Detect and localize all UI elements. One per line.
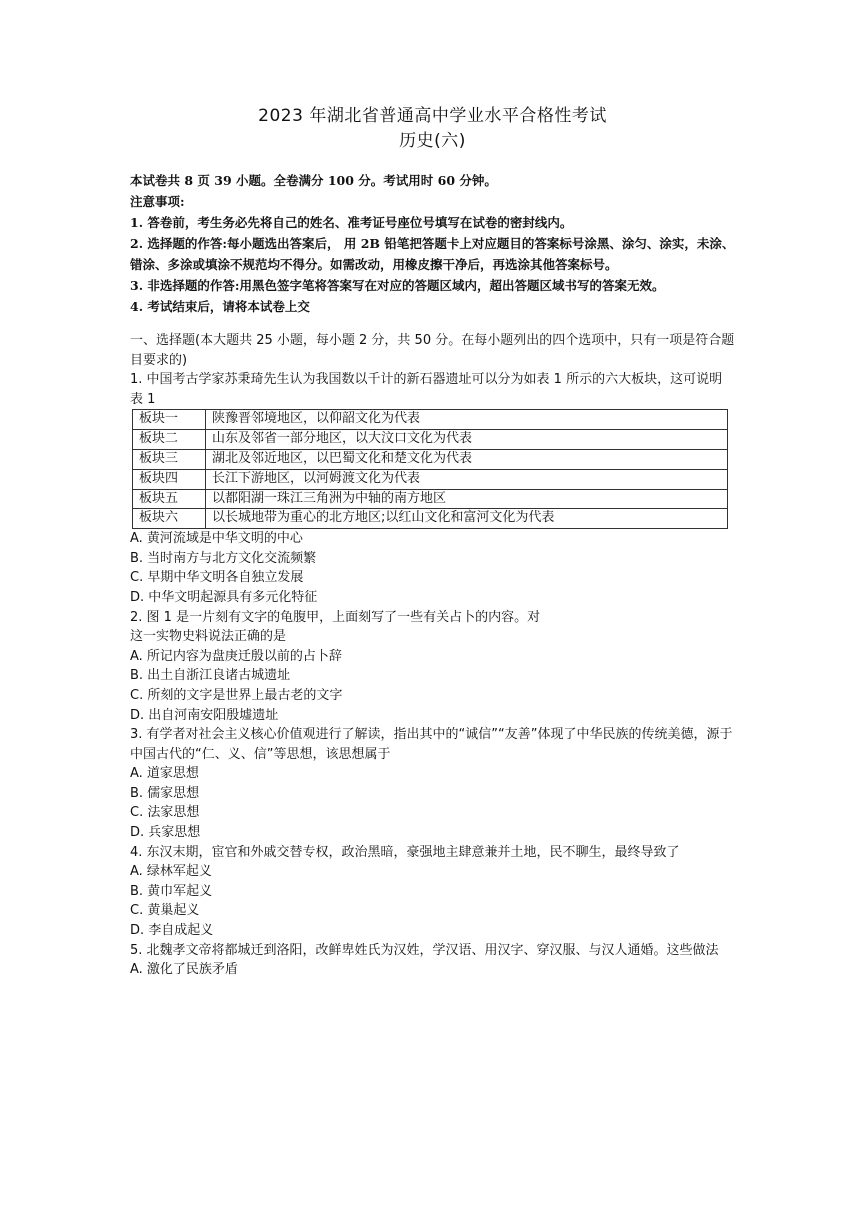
table-cell: 山东及邻省一部分地区，以大汶口文化为代表 bbox=[206, 430, 728, 450]
exam-title: 2023 年湖北省普通高中学业水平合格性考试 bbox=[258, 106, 607, 126]
section-intro: 一、选择题(本大题共 25 小题，每小题 2 分，共 50 分。在每小题列出的四个选项中，只有一项是符合题目要求的) bbox=[130, 333, 735, 368]
question-stem-continued: 这一实物史料说法正确的是 bbox=[130, 629, 287, 645]
table-row bbox=[133, 489, 728, 509]
table-cell: 板块四 bbox=[133, 469, 206, 489]
table-row bbox=[133, 430, 728, 450]
table-cell: 以都阳湖一珠江三角洲为中轴的南方地区 bbox=[206, 489, 728, 509]
table-cell: 板块一 bbox=[133, 410, 206, 430]
answer-option: D. 中华文明起源具有多元化特征 bbox=[130, 589, 318, 605]
table-cell: 板块五 bbox=[133, 489, 206, 509]
answer-option: D. 李自成起义 bbox=[130, 923, 214, 939]
answer-option: C. 黄巢起义 bbox=[130, 903, 200, 919]
answer-option: B. 当时南方与北方文化交流频繁 bbox=[130, 550, 317, 566]
table-cell: 板块六 bbox=[133, 509, 206, 529]
exam-subtitle: 历史(六) bbox=[399, 131, 466, 151]
table-cell: 陕豫晋邻境地区，以仰韶文化为代表 bbox=[206, 410, 728, 430]
question-stem: 3. 有学者对社会主义核心价值观进行了解读，指出其中的“诚信”“友善”体现了中华民族的传统美德，源于中国古代的“仁、义、信”等思想，该思想属于 bbox=[130, 727, 733, 762]
table-row bbox=[133, 469, 728, 489]
question-stem: 5. 北魏孝文帝将都城迁到洛阳，改鲜卑姓氏为汉姓，学汉语、用汉字、穿汉服、与汉人通婚。这些做法 bbox=[130, 942, 719, 958]
answer-option: B. 黄巾军起义 bbox=[130, 883, 213, 899]
notice-item: 2. 选择题的作答:每小题选出答案后， 用 2B 铅笔把答题卡上对应题目的答案标号涂黑、涂匀、涂实，未涂、错涂、多涂或填涂不规范均不得分。如需改动，用橡皮擦干净后，再选涂其他答案标号。 bbox=[130, 236, 735, 272]
table-label: 表 1 bbox=[130, 391, 156, 407]
answer-option: C. 所刻的文字是世界上最古老的文字 bbox=[130, 687, 343, 703]
answer-option: D. 出自河南安阳殷墟遗址 bbox=[130, 707, 279, 723]
answer-option: A. 激化了民族矛盾 bbox=[130, 962, 238, 978]
answer-option: C. 法家思想 bbox=[130, 805, 200, 821]
notice-item: 1. 答卷前，考生务必先将自己的姓名、准考证号座位号填写在试卷的密封线内。 bbox=[130, 215, 573, 230]
answer-option: B. 儒家思想 bbox=[130, 785, 200, 801]
table-cell: 长江下游地区，以河姆渡文化为代表 bbox=[206, 469, 728, 489]
answer-option: A. 绿林军起义 bbox=[130, 864, 212, 880]
question-stem: 2. 图 1 是一片刻有文字的龟腹甲，上面刻写了一些有关占卜的内容。对 bbox=[130, 609, 541, 625]
table-cell: 以长城地带为重心的北方地区;以红山文化和富河文化为代表 bbox=[206, 509, 728, 529]
question-body bbox=[130, 331, 735, 980]
region-table bbox=[132, 409, 728, 529]
table-cell: 板块三 bbox=[133, 449, 206, 469]
table-row bbox=[133, 449, 728, 469]
table-row bbox=[133, 410, 728, 430]
notice-item: 4. 考试结束后，请将本试卷上交 bbox=[130, 299, 310, 314]
notice-summary: 本试卷共 8 页 39 小题。全卷满分 100 分。考试用时 60 分钟。 bbox=[130, 173, 497, 188]
table-cell: 板块二 bbox=[133, 430, 206, 450]
answer-option: D. 兵家思想 bbox=[130, 825, 201, 841]
question-stem: 4. 东汉末期，宦官和外戚交替专权，政治黑暗，豪强地主肆意兼并土地，民不聊生，最终导致了 bbox=[130, 844, 680, 860]
notice-heading: 注意事项: bbox=[130, 194, 185, 209]
exam-page bbox=[130, 104, 735, 980]
notice-block bbox=[130, 170, 735, 317]
table-cell: 湖北及邻近地区，以巴蜀文化和楚文化为代表 bbox=[206, 449, 728, 469]
table-row bbox=[133, 509, 728, 529]
answer-option: A. 黄河流域是中华文明的中心 bbox=[130, 531, 303, 547]
notice-item: 3. 非选择题的作答:用黑色签字笔将答案写在对应的答题区域内，超出答题区域书写的答案无效。 bbox=[130, 278, 665, 293]
answer-option: B. 出土自浙江良诸古城遗址 bbox=[130, 668, 291, 684]
question-stem: 1. 中国考古学家苏秉琦先生认为我国数以千计的新石器遗址可以分为如表 1 所示的六大板块，这可说明 bbox=[130, 372, 723, 388]
answer-option: A. 道家思想 bbox=[130, 766, 199, 782]
answer-option: C. 早期中华文明各自独立发展 bbox=[130, 570, 304, 586]
answer-option: A. 所记内容为盘庚迁殷以前的占卜辞 bbox=[130, 648, 342, 664]
